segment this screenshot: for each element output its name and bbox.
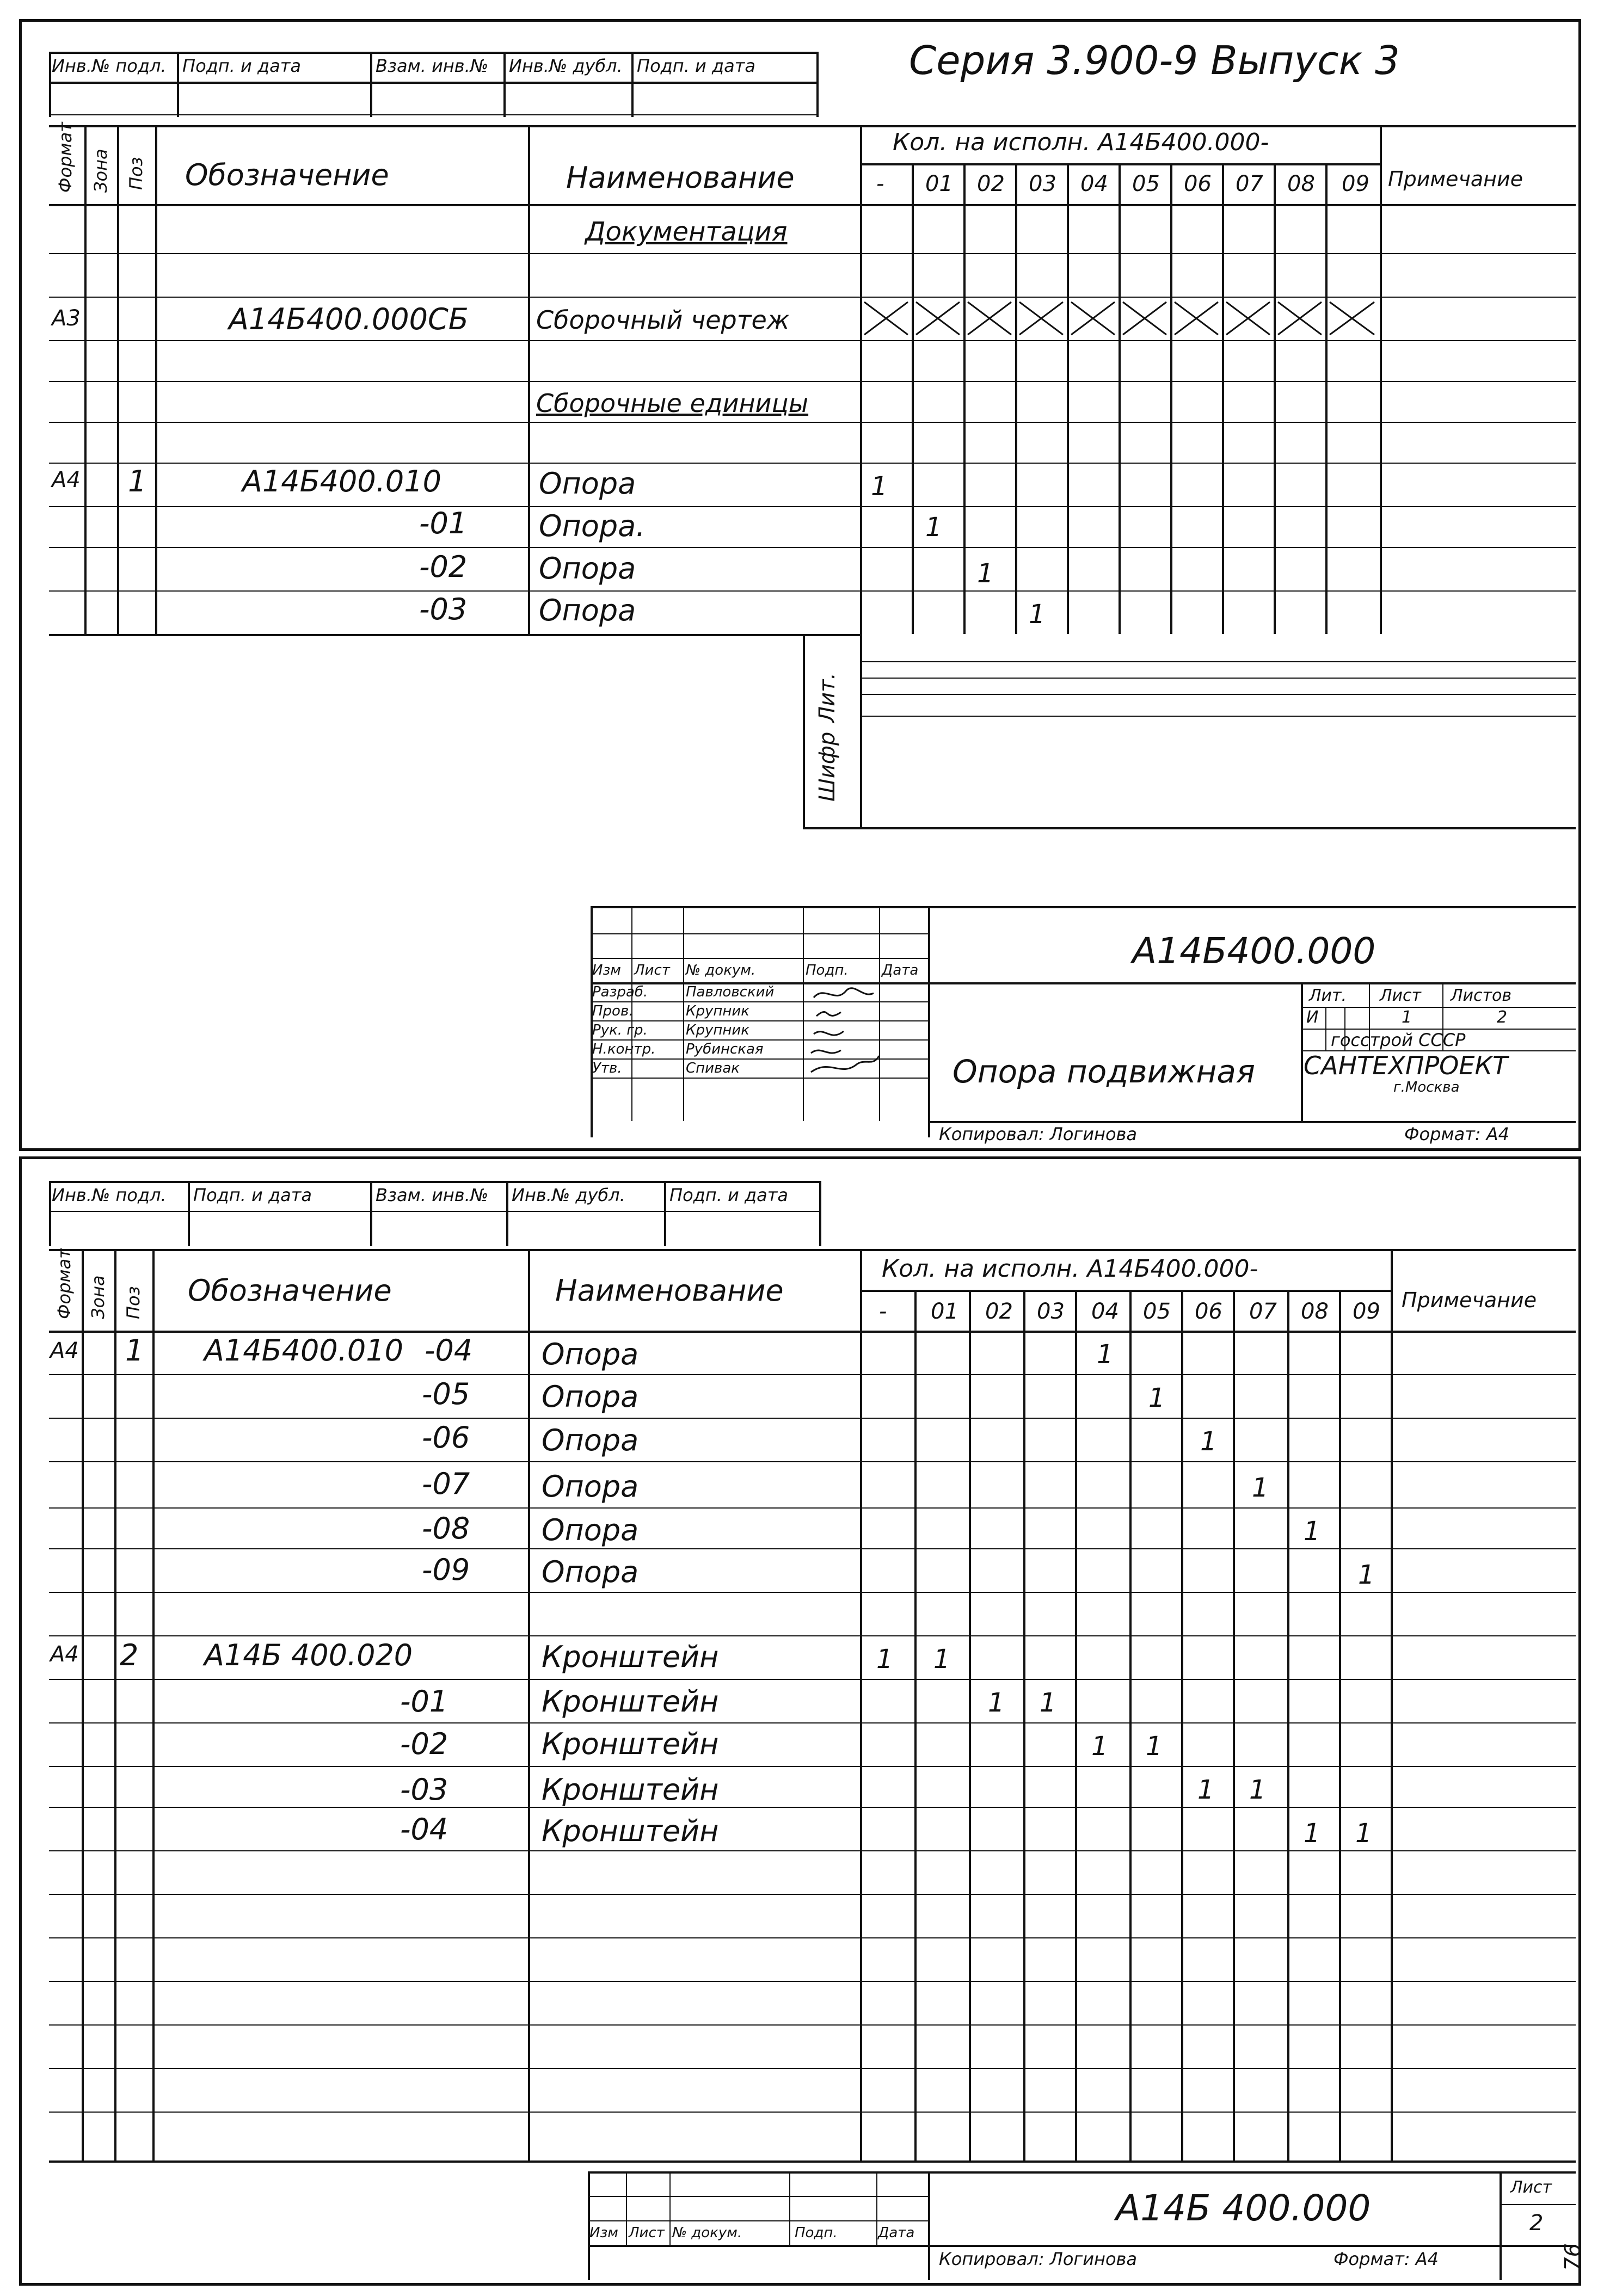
hdr-zone-1: Зона bbox=[90, 149, 111, 193]
doc-format: А3 bbox=[52, 306, 81, 331]
section-units: Сборочные единицы bbox=[536, 389, 809, 418]
stamp-col-3: Взам. инв.№ bbox=[376, 56, 489, 76]
format-1: Формат: А4 bbox=[1404, 1124, 1510, 1144]
stamp-col-1: Инв.№ подл. bbox=[52, 56, 167, 76]
hdr-note-1: Примечание bbox=[1388, 167, 1523, 191]
hdr-designation-1: Обозначение bbox=[185, 158, 389, 192]
side-lit: Лит. bbox=[815, 672, 840, 723]
doc-title-1: Опора подвижная bbox=[953, 1053, 1255, 1090]
doc-code-1: А14Б400.000 bbox=[1132, 930, 1376, 972]
format-2: Формат: А4 bbox=[1334, 2249, 1439, 2269]
doc-designation: А14Б400.000СБ bbox=[229, 302, 469, 336]
hdr-format-1: Формат bbox=[55, 122, 76, 193]
stamp-col-5: Подп. и дата bbox=[637, 56, 755, 76]
side-shifr: Шифр bbox=[815, 731, 840, 802]
hdr-pos-1: Поз bbox=[126, 157, 146, 190]
doc-name: Сборочный чертеж bbox=[536, 305, 790, 335]
copied-1: Копировал: Логинова bbox=[939, 1124, 1137, 1144]
page-number: 76 bbox=[1560, 2243, 1586, 2271]
section-docs: Документация bbox=[585, 217, 788, 247]
signatures bbox=[803, 982, 884, 1078]
stamp-col-4: Инв.№ дубл. bbox=[509, 56, 623, 76]
doc-code-2: А14Б 400.000 bbox=[1116, 2187, 1371, 2229]
stamp-col-2: Подп. и дата bbox=[182, 56, 301, 76]
hdr-qty-group-1: Кол. на исполн. А14Б400.000- bbox=[893, 128, 1269, 156]
sheet-2 bbox=[19, 1156, 1581, 2286]
hdr-name-1: Наименование bbox=[566, 161, 795, 195]
assembly-drawing-crosses bbox=[860, 297, 1380, 340]
copied-2: Копировал: Логинова bbox=[939, 2249, 1137, 2269]
series-title: Серия 3.900-9 Выпуск 3 bbox=[909, 38, 1400, 83]
